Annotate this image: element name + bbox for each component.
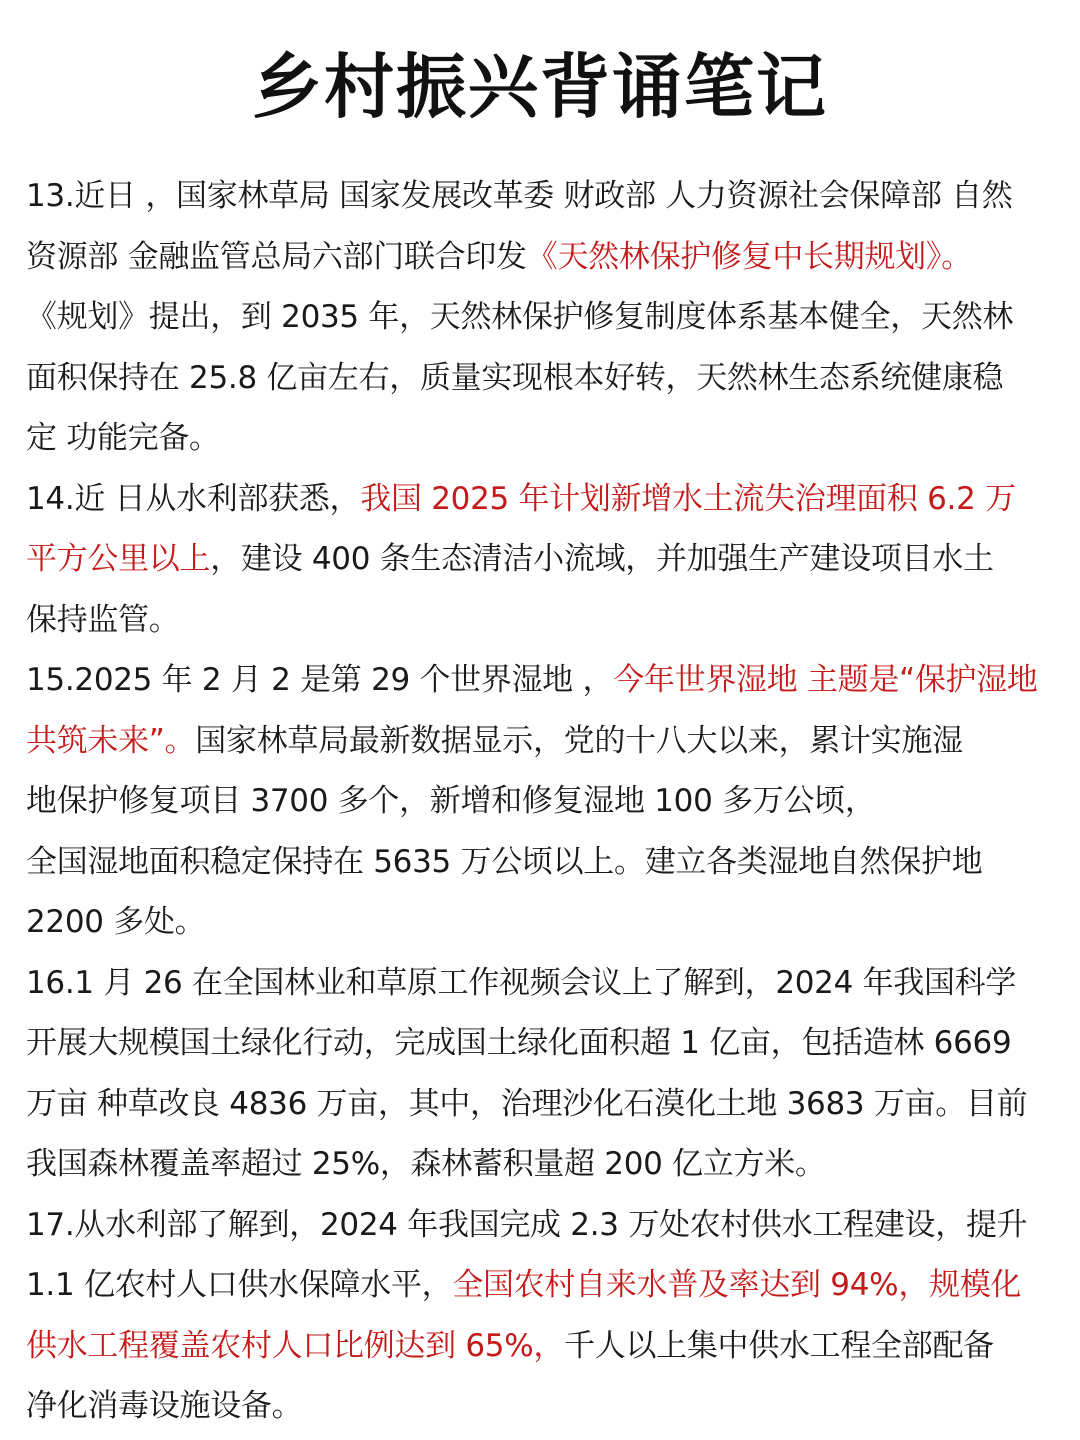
text-line: [26, 1074, 1066, 1135]
text-line: [26, 287, 1066, 348]
highlighted-text: 今年世界湿地 主题是“保护湿地: [613, 662, 1038, 698]
highlighted-text: 共筑未来”。: [26, 722, 196, 759]
body-text: 我国森林覆盖率超过 25%，森林蓄积量超 200 亿立方米。: [26, 1146, 826, 1182]
text-line: [26, 953, 1066, 1014]
body-text: 16.1 月 26 在全国林业和草原工作视频会议上了解到，2024 年我国科学: [26, 964, 1017, 1001]
text-line: [26, 1195, 1066, 1256]
text-line: [26, 892, 1066, 953]
body-text: 资源部 金融监管总局六部门联合印发: [26, 238, 527, 275]
text-line: [26, 348, 1066, 409]
text-line: [26, 529, 1066, 590]
text-line: [26, 1376, 1066, 1437]
body-text: 13.近日 ，国家林草局 国家发展改革委 财政部 人力资源社会保障部 自然: [26, 178, 1013, 214]
body-text: 国家林草局最新数据显示，党的十八大以来，累计实施湿: [195, 722, 963, 759]
notes-body: [26, 166, 1066, 1437]
text-line: [26, 590, 1066, 651]
text-line: [26, 166, 1066, 227]
page-title: 乡村振兴背诵笔记: [252, 46, 828, 128]
text-line: [26, 711, 1066, 772]
body-text: 面积保持在 25.8 亿亩左右，质量实现根本好转，天然林生态系统健康稳: [26, 359, 1004, 396]
text-line: [26, 650, 1066, 711]
body-text: 千人以上集中供水工程全部配备: [564, 1327, 994, 1364]
highlighted-text: 平方公里以上: [26, 541, 211, 577]
text-line: [26, 469, 1066, 530]
text-line: [26, 1255, 1066, 1316]
body-text: 定 功能完备。: [26, 420, 220, 456]
text-line: [26, 1134, 1066, 1195]
body-text: 万亩 种草改良 4836 万亩，其中，治理沙化石漠化土地 3683 万亩。目前: [26, 1085, 1028, 1122]
body-text: 14.近 日从水利部获悉，: [26, 480, 361, 517]
body-text: 2200 多处。: [26, 904, 206, 940]
text-line: [26, 1316, 1066, 1377]
text-line: [26, 1013, 1066, 1074]
body-text: 全国湿地面积稳定保持在 5635 万公顷以上。建立各类湿地自然保护地: [26, 843, 983, 880]
text-line: [26, 408, 1066, 469]
text-line: [26, 832, 1066, 893]
body-text: 《规划》提出，到 2035 年，天然林保护修复制度体系基本健全，天然林: [26, 299, 1014, 335]
body-text: 17.从水利部了解到，2024 年我国完成 2.3 万处农村供水工程建设，提升: [26, 1206, 1028, 1243]
body-text: 1.1 亿农村人口供水保障水平，: [26, 1267, 453, 1303]
body-text: ，建设 400 条生态清洁小流域，并加强生产建设项目水土: [210, 541, 994, 577]
text-line: [26, 771, 1066, 832]
body-text: 净化消毒设施设备。: [26, 1388, 303, 1424]
highlighted-text: 全国农村自来水普及率达到 94%，规模化: [452, 1267, 1022, 1303]
highlighted-text: 我国 2025 年计划新增水土流失治理面积 6.2 万: [360, 480, 1016, 517]
highlighted-text: 《天然林保护修复中长期规划》。: [526, 238, 972, 275]
body-text: 15.2025 年 2 月 2 是第 29 个世界湿地 ，: [26, 662, 614, 698]
text-line: [26, 227, 1066, 288]
body-text: 开展大规模国土绿化行动，完成国土绿化面积超 1 亿亩，包括造林 6669: [26, 1025, 1012, 1061]
highlighted-text: 供水工程覆盖农村人口比例达到 65%，: [26, 1327, 565, 1364]
body-text: 地保护修复项目 3700 多个，新增和修复湿地 100 多万公顷，: [26, 783, 876, 819]
body-text: 保持监管。: [26, 601, 180, 638]
